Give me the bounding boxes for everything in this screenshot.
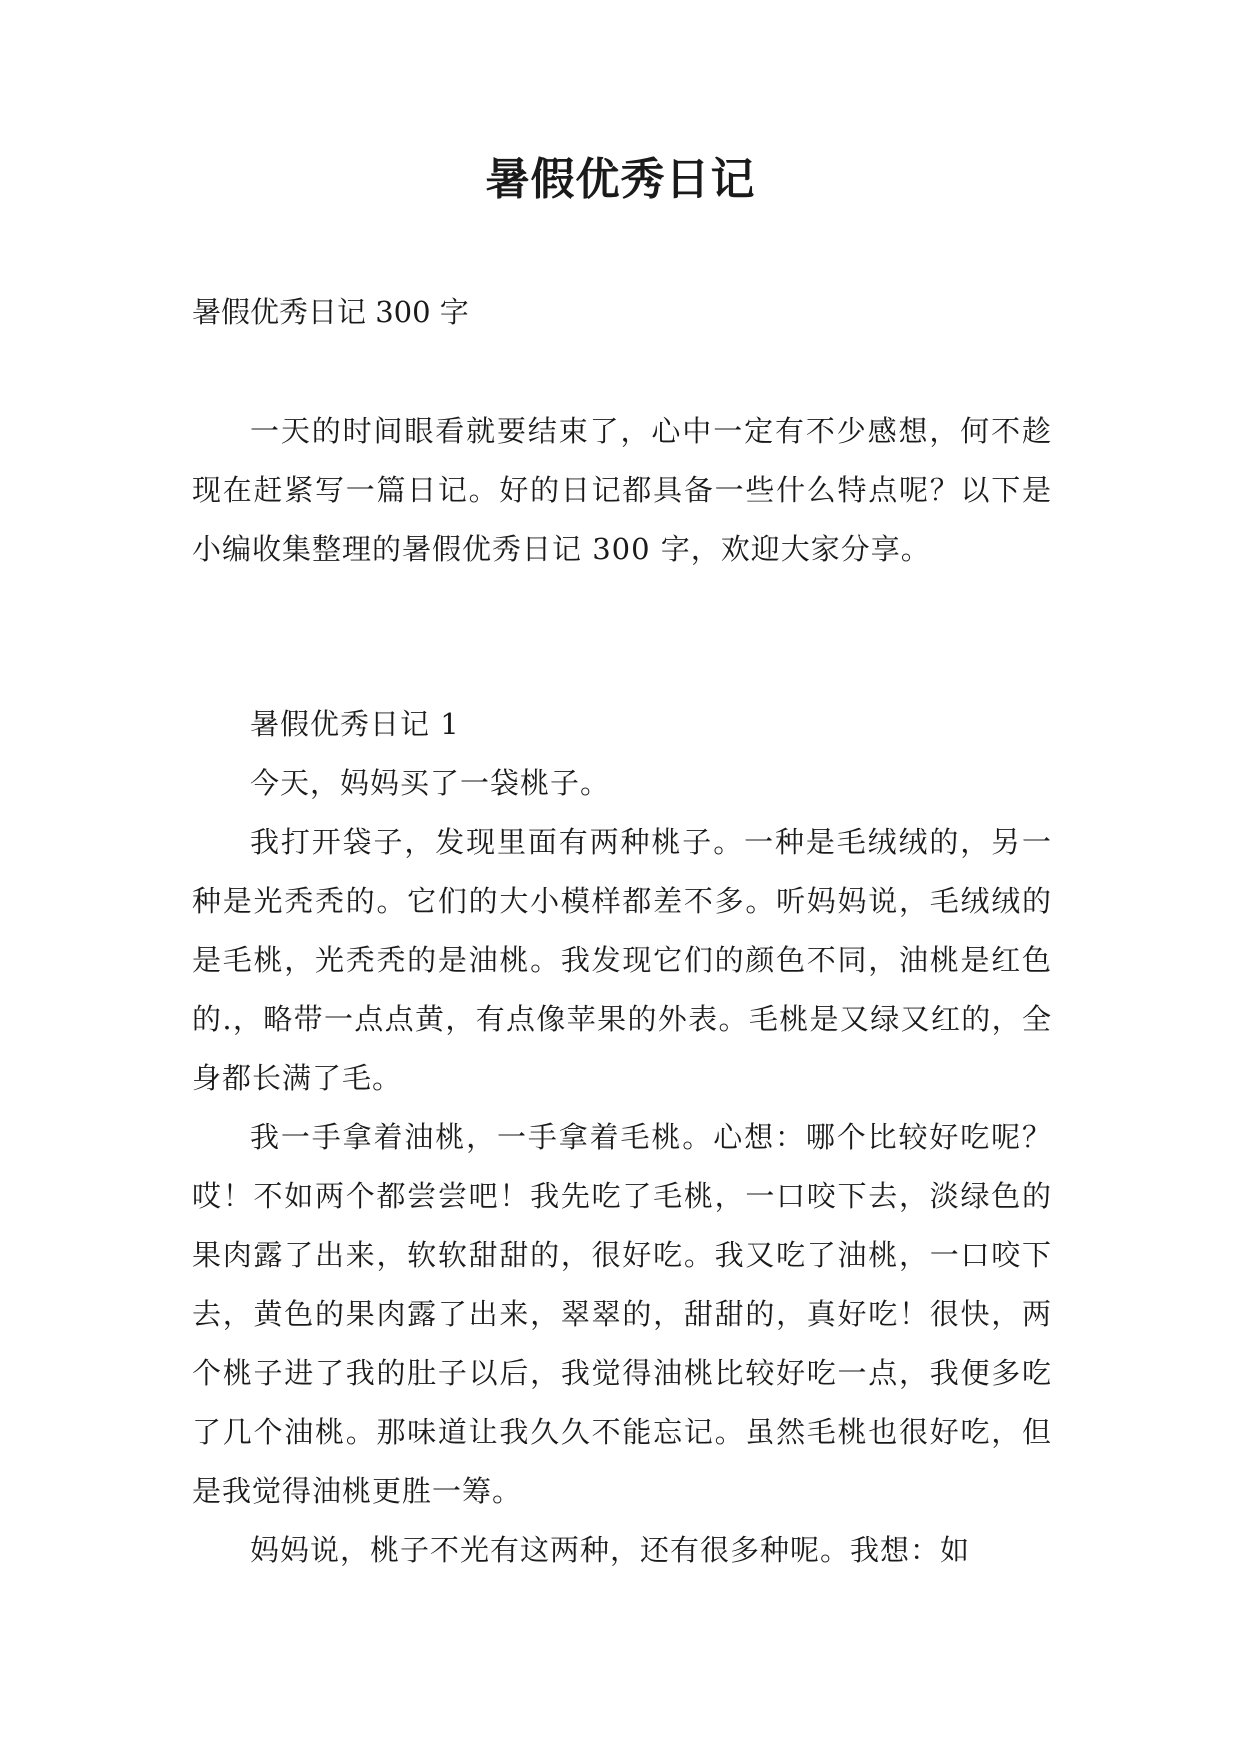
document-title: 暑假优秀日记 <box>485 154 756 205</box>
diary-paragraph: 今天，妈妈买了一袋桃子。 <box>250 766 611 800</box>
section-heading: 暑假优秀日记 1 <box>250 707 460 741</box>
diary-paragraph: 我一手拿着油桃，一手拿着毛桃。心想：哪个比较好吃呢？哎！不如两个都尝尝吧！我先吃了毛桃，一口咬下去，淡绿色的果肉露了出来，软软甜甜的，很好吃。我又吃了油桃，一口咬下去，黄色的果肉露了出来，翠翠的，甜甜的，真好吃！很快，两个桃子进了我的肚子以后，我觉得油桃比较好吃一点，我便多吃了几个油桃。那味道让我久久不能忘记。虽然毛桃也很好吃，但是我觉得油桃更胜一筹。 <box>192 1120 1052 1508</box>
document-subtitle: 暑假优秀日记 300 字 <box>192 295 469 329</box>
diary-paragraph: 我打开袋子，发现里面有两种桃子。一种是毛绒绒的，另一种是光秃秃的。它们的大小模样都差不多。听妈妈说，毛绒绒的是毛桃，光秃秃的是油桃。我发现它们的颜色不同，油桃是红色的.，略带一点点黄，有点像苹果的外表。毛桃是又绿又红的，全身都长满了毛。 <box>192 825 1052 1095</box>
diary-entry <box>192 695 1052 1580</box>
intro-paragraph: 一天的时间眼看就要结束了，心中一定有不少感想，何不趁现在赶紧写一篇日记。好的日记都具备一些什么特点呢？以下是小编收集整理的暑假优秀日记 300 字，欢迎大家分享。 <box>192 414 1052 566</box>
diary-paragraph: 妈妈说，桃子不光有这两种，还有很多种呢。我想：如 <box>250 1533 971 1567</box>
intro-block <box>192 402 1052 579</box>
